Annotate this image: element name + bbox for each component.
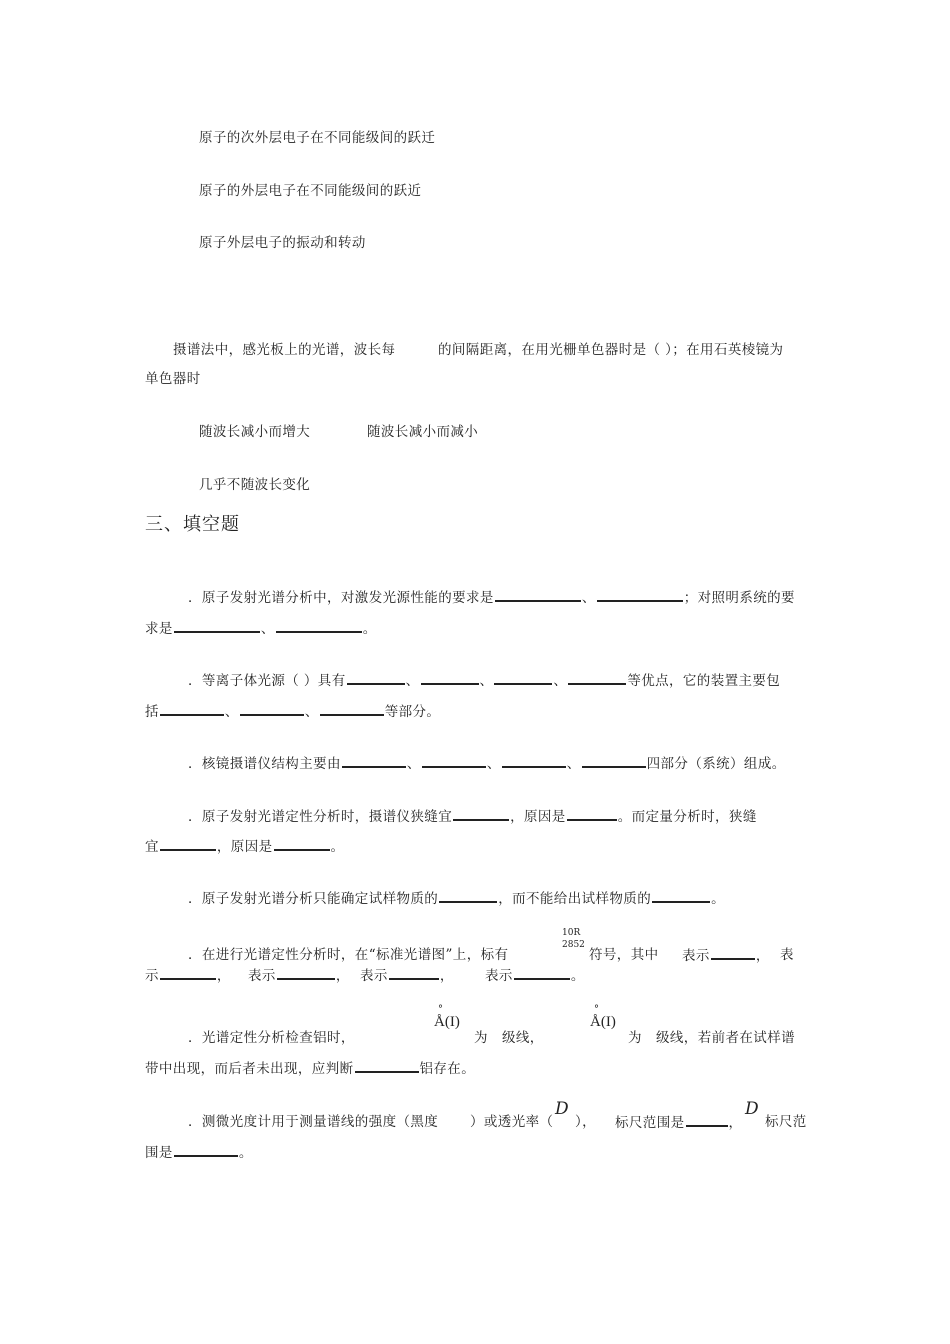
q-text: ， (335, 968, 350, 984)
q-text: 、 (304, 704, 319, 720)
q-text: 、 (405, 673, 420, 689)
q-text: 铝存在。 (419, 1061, 476, 1077)
option-line: 随波长减小而增大 (199, 424, 311, 440)
q-text: 级线，若前者在试样谱 (656, 1030, 795, 1046)
q-text: 标尺范 (765, 1114, 807, 1130)
answer-blank[interactable] (174, 1143, 238, 1157)
question-6-g1 (248, 966, 350, 985)
q-text: 。而定量分析时，狭缝 (617, 809, 757, 825)
question-text: 单色器时 (145, 371, 201, 387)
q-text: ）， (575, 1114, 597, 1130)
answer-blank[interactable] (439, 889, 497, 903)
q-text: ．等离子体光源（ ）具有 (188, 673, 346, 689)
q-text: 围是 (145, 1145, 173, 1161)
question-4-cont (145, 837, 344, 856)
q-text: ， (216, 968, 231, 984)
q-text: 、 (479, 673, 494, 689)
q-text: ， (439, 968, 454, 984)
q-text: 。 (330, 839, 345, 855)
question-text: 摄谱法中，感光板上的光谱，波长每 (173, 342, 396, 358)
q-text: 。 (238, 1145, 253, 1161)
q-text: 为 (474, 1030, 488, 1046)
question-4 (188, 807, 757, 826)
question-2-cont (145, 702, 440, 721)
question-text: 的间隔距离，在用光栅单色器时是（ ）；在用石英棱镜为 (438, 342, 784, 358)
question-8-cont (145, 1143, 253, 1162)
answer-blank[interactable] (495, 588, 581, 602)
q-text: 。 (362, 621, 377, 637)
q-text: 级线， (502, 1030, 544, 1046)
q-text: ）或透光率（ (470, 1114, 554, 1130)
answer-blank[interactable] (711, 946, 755, 960)
question-6-g3 (485, 966, 585, 985)
answer-blank[interactable] (421, 671, 479, 685)
angstrom-ring: ° (438, 1004, 443, 1015)
q-text: 等部分。 (384, 704, 441, 720)
q-text: ；对照明系统的要 (683, 590, 795, 606)
q-text: 表示 (360, 968, 388, 984)
question-6-g2 (360, 966, 454, 985)
q-text: 、 (406, 756, 421, 772)
q-text: 示 (145, 968, 159, 984)
q-text: 。 (711, 891, 726, 907)
answer-blank[interactable] (494, 671, 552, 685)
angstrom-ring: ° (594, 1004, 599, 1015)
question-6-cont (145, 966, 231, 985)
q-text: D (745, 1099, 760, 1119)
answer-blank[interactable] (160, 966, 216, 980)
answer-blank[interactable] (686, 1113, 728, 1127)
q-text: 、 (486, 756, 501, 772)
question-6-c (682, 946, 770, 965)
density-symbol (555, 1100, 569, 1119)
answer-blank[interactable] (160, 702, 224, 716)
q-text: ，而不能给出试样物质的 (498, 891, 652, 907)
answer-blank[interactable] (502, 754, 566, 768)
question-3 (188, 754, 786, 773)
option-line: 原子的次外层电子在不同能级间的跃迁 (199, 130, 436, 146)
wavelength-unit: Å(I) (590, 1014, 616, 1030)
q-text: ．核镜摄谱仪结构主要由 (188, 756, 341, 772)
option-line: 几乎不随波长变化 (199, 477, 311, 493)
answer-blank[interactable] (597, 588, 683, 602)
q-text: 括 (145, 704, 159, 720)
question-7: ．光谱定性分析检查铝时， (188, 1030, 355, 1046)
question-6-b: 符号，其中 (589, 947, 659, 963)
answer-blank[interactable] (347, 671, 405, 685)
q-text: 表示 (485, 968, 513, 984)
question-6-e: 表 (780, 947, 794, 963)
question-1-cont (145, 619, 377, 638)
q-text: 等优点，它的装置主要包 (627, 673, 781, 689)
answer-blank[interactable] (422, 754, 486, 768)
answer-blank[interactable] (582, 754, 646, 768)
answer-blank[interactable] (453, 807, 509, 821)
question-6: ．在进行光谱定性分析时，在“标准光谱图”上，标有 (188, 947, 509, 963)
answer-blank[interactable] (342, 754, 406, 768)
q-text: D (555, 1099, 570, 1119)
line-mark-top: 10R (562, 928, 581, 938)
answer-blank[interactable] (174, 619, 260, 633)
q-text: ．原子发射光谱定性分析时，摄谱仪狭缝宜 (188, 809, 453, 825)
answer-blank[interactable] (240, 702, 304, 716)
option-line: 随波长减小而减小 (367, 424, 479, 440)
answer-blank[interactable] (567, 807, 617, 821)
answer-blank[interactable] (160, 837, 216, 851)
q-text: ．原子发射光谱分析中，对激发光源性能的要求是 (188, 590, 494, 606)
q-text: 、 (566, 756, 581, 772)
q-text: 四部分（系统）组成。 (646, 756, 786, 772)
q-text: ， (728, 1115, 743, 1131)
answer-blank[interactable] (276, 619, 362, 633)
q-text: 为 (628, 1030, 642, 1046)
answer-blank[interactable] (568, 671, 626, 685)
q-text: ．原子发射光谱分析只能确定试样物质的 (188, 891, 439, 907)
question-2 (188, 671, 780, 690)
answer-blank[interactable] (355, 1059, 419, 1073)
answer-blank[interactable] (277, 966, 335, 980)
q-text: 求是 (145, 621, 173, 637)
q-text: 。 (570, 968, 585, 984)
q-text: 、 (553, 673, 568, 689)
answer-blank[interactable] (320, 702, 384, 716)
question-8: ．测微光度计用于测量谱线的强度（黑度 (188, 1114, 439, 1130)
q-text: ，原因是 (216, 839, 273, 855)
answer-blank[interactable] (514, 966, 570, 980)
answer-blank[interactable] (652, 889, 710, 903)
option-line: 原子外层电子的振动和转动 (199, 235, 366, 251)
q-text: 宜 (145, 839, 159, 855)
q-text: ， (755, 948, 770, 964)
answer-blank[interactable] (389, 966, 439, 980)
q-text: ，原因是 (510, 809, 566, 825)
question-8-d (615, 1113, 742, 1132)
wavelength-unit: Å(I) (434, 1014, 460, 1030)
q-text: 表示 (248, 968, 276, 984)
question-5 (188, 889, 725, 908)
question-7-cont (145, 1059, 475, 1078)
q-text: 、 (260, 621, 275, 637)
q-text: 、 (224, 704, 239, 720)
q-text: 标尺范围是 (615, 1115, 685, 1131)
option-line: 原子的外层电子在不同能级间的跃近 (199, 183, 422, 199)
q-text: 带中出现，而后者未出现，应判断 (145, 1061, 354, 1077)
q-text: 、 (581, 590, 596, 606)
line-mark-bottom: 2852 (562, 940, 585, 950)
question-1 (188, 588, 795, 607)
q-text: 表示 (682, 948, 710, 964)
answer-blank[interactable] (274, 837, 330, 851)
section-title: 三、填空题 (145, 514, 240, 535)
density-symbol (745, 1100, 759, 1119)
